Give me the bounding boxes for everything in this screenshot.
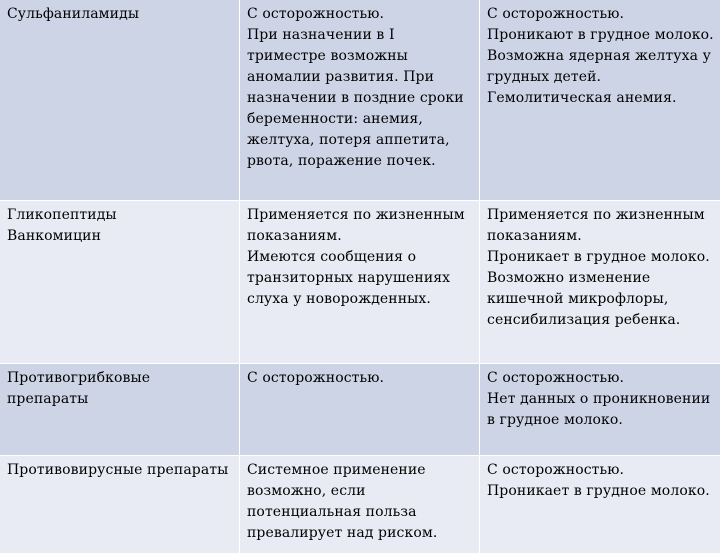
drug-group-cell: Гликопептиды Ванкомицин [0,201,240,364]
table-row [0,364,720,456]
pregnancy-cell: С осторожностью. [240,364,480,456]
drug-group-cell: Противовирусные препараты [0,456,240,554]
lactation-cell: Применяется по жизненным показаниям. Проникает в грудное молоко. Возможно изменение кишечной микрофлоры, сенсибилизация ребенка. [480,201,720,364]
table-row [0,0,720,201]
table-row [0,201,720,364]
drug-group-cell: Противогрибковые препараты [0,364,240,456]
pregnancy-cell: Применяется по жизненным показаниям. Имеются сообщения о транзиторных нарушениях слуха у новорожденных. [240,201,480,364]
lactation-cell: С осторожностью. Нет данных о проникновении в грудное молоко. [480,364,720,456]
lactation-cell: С осторожностью. Проникают в грудное молоко. Возможна ядерная желтуха у грудных детей. Гемолитическая анемия. [480,0,720,201]
drug-group-cell: Сульфаниламиды [0,0,240,201]
table-row [0,456,720,554]
pregnancy-cell: С осторожностью. При назначении в I триместре возможны аномалии развития. При назначении в поздние сроки беременности: анемия, желтуха, потеря аппетита, рвота, поражение почек. [240,0,480,201]
pregnancy-cell: Системное применение возможно, если потенциальная польза превалирует над риском. [240,456,480,554]
lactation-cell: С осторожностью. Проникает в грудное молоко. [480,456,720,554]
